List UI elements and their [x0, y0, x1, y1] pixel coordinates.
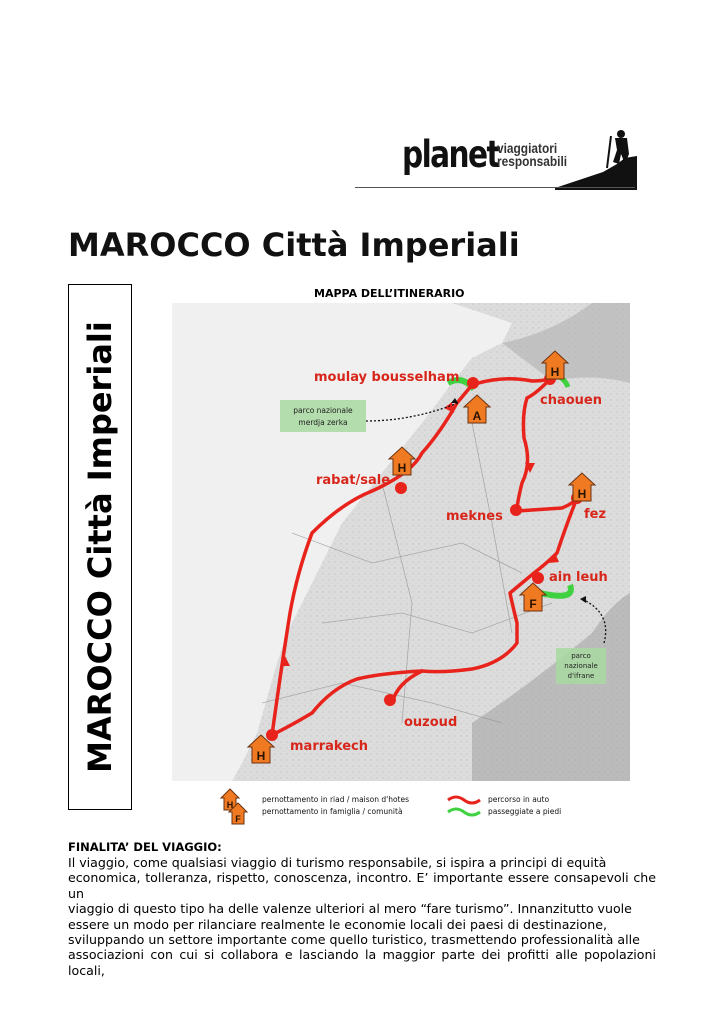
hiker-silhouette-icon — [555, 128, 637, 190]
svg-text:parco nazionale: parco nazionale — [293, 406, 353, 415]
logo-subtitle-line-2: responsabili — [497, 153, 568, 169]
legend-piedi: passeggiate a piedi — [488, 807, 562, 816]
legend-famiglia: pernottamento in famiglia / comunità — [262, 807, 403, 816]
logo-word: planet — [402, 133, 500, 176]
label-moulay: moulay bousselham — [314, 370, 460, 385]
svg-text:parco: parco — [571, 652, 591, 660]
legend-car-line — [448, 797, 480, 803]
section-heading: FINALITA’ DEL VIAGGIO: — [68, 840, 222, 854]
body-line: viaggio di questo tipo ha delle valenze ulteriori al mero “fare turismo”. Innanzitutto vuole — [68, 901, 632, 917]
body-line: sviluppando un settore importante come quello turistico, trasmettendo professionalità alle — [68, 932, 640, 948]
page-title: MAROCCO Città Imperiali — [68, 226, 520, 264]
svg-text:H: H — [226, 800, 234, 810]
body-line: essere un modo per rilanciare realmente le economie locali dei paesi di destinazione, — [68, 916, 607, 932]
legend-auto: percorso in auto — [488, 795, 550, 804]
itinerary-map — [172, 303, 630, 781]
svg-text:H: H — [550, 365, 560, 379]
label-ouzoud: ouzoud — [404, 715, 458, 730]
legend-riad: pernottamento in riad / maison d'hotes — [262, 795, 410, 804]
logo-subtitle-line-1: viaggiatori — [497, 140, 558, 156]
svg-text:F: F — [529, 597, 537, 611]
body-line: Il viaggio, come qualsiasi viaggio di turismo responsabile, si ispira a principi di equità — [68, 855, 607, 870]
label-meknes: meknes — [446, 509, 503, 524]
svg-text:F: F — [235, 814, 241, 824]
svg-text:d'ifrane: d'ifrane — [567, 672, 595, 680]
body-line: economica, tolleranza, rispetto, conoscenza, incontro. E’ importante essere consapevoli che un — [68, 870, 656, 901]
map-legend — [220, 788, 580, 828]
svg-text:merdja zerka: merdja zerka — [298, 418, 348, 427]
svg-text:A: A — [472, 409, 482, 423]
label-chaouen: chaouen — [540, 393, 602, 408]
label-fez: fez — [584, 507, 607, 522]
label-ainleuh: ain leuh — [549, 570, 608, 585]
logo-underline — [355, 187, 635, 188]
svg-text:H: H — [577, 487, 587, 501]
svg-text:H: H — [256, 749, 266, 763]
legend-walk-line — [448, 809, 480, 815]
svg-text:H: H — [397, 461, 407, 475]
body-line: associazioni con cui si collabora e lasciando la maggior parte dei profitti alle popolazioni locali, — [68, 947, 656, 978]
map-title: MAPPA DELL’ITINERARIO — [314, 287, 465, 300]
svg-text:nazionale: nazionale — [564, 662, 598, 670]
side-title: MAROCCO Città Imperiali — [81, 321, 119, 773]
label-marrakech: marrakech — [290, 739, 368, 754]
section-body — [68, 855, 656, 978]
label-rabat: rabat/sale — [316, 473, 391, 488]
